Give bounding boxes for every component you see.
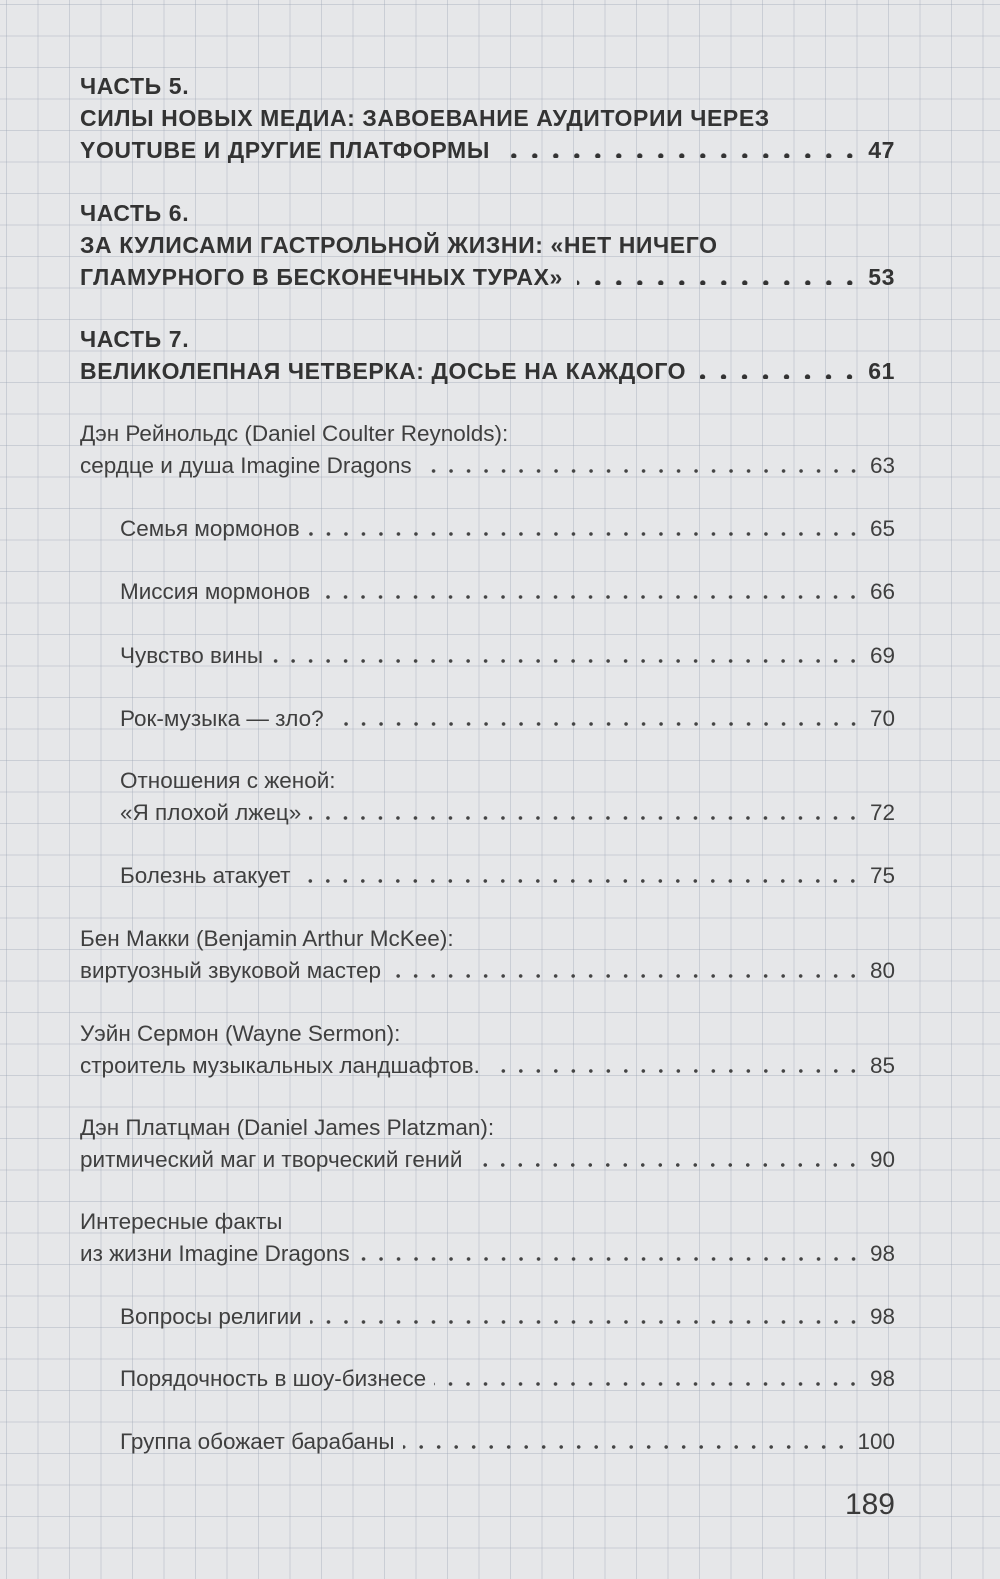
dot-leader: [309, 808, 862, 820]
dot-leader: [318, 587, 862, 599]
part-label: ЧАСТЬ 6.: [80, 200, 190, 226]
toc-subitem-guilt[interactable]: [120, 640, 895, 672]
dot-leader: [271, 651, 862, 663]
page-ref: 69: [869, 643, 895, 668]
dot-leader: [420, 461, 862, 473]
item-title-line: из жизни Imagine Dragons: [80, 1241, 350, 1266]
part-title-line: СИЛЫ НОВЫХ МЕДИА: ЗАВОЕВАНИЕ АУДИТОРИИ ЧЕРЕЗ: [80, 105, 770, 131]
dot-leader: [298, 871, 862, 883]
toc-part-5[interactable]: [80, 70, 895, 166]
toc-item-platzman[interactable]: [80, 1112, 895, 1176]
part-title-line: ГЛАМУРНОГО В БЕСКОНЕЧНЫХ ТУРАХ»: [80, 264, 563, 290]
page-ref: 98: [869, 1304, 895, 1329]
part-label: ЧАСТЬ 7.: [80, 326, 190, 352]
page-ref: 53: [868, 264, 895, 290]
part-label: ЧАСТЬ 5.: [80, 73, 190, 99]
page-ref: 90: [869, 1147, 895, 1172]
item-title-line: Отношения с женой:: [120, 768, 336, 793]
item-title-line: Чувство вины: [120, 643, 264, 668]
part-title-line: ЗА КУЛИСАМИ ГАСТРОЛЬНОЙ ЖИЗНИ: «НЕТ НИЧЕГО: [80, 232, 718, 258]
toc-subitem-mormon-mission[interactable]: [120, 576, 895, 608]
item-title-line: Бен Макки (Benjamin Arthur McKee):: [80, 926, 454, 951]
toc-subitem-illness[interactable]: [120, 860, 895, 892]
item-title-line: Болезнь атакует: [120, 863, 291, 888]
dot-leader: [488, 1061, 862, 1073]
toc-subitem-decency[interactable]: [120, 1363, 895, 1395]
toc-subitem-drums[interactable]: [120, 1426, 895, 1458]
dot-leader: [308, 524, 862, 536]
item-title-line: Дэн Рейнольдс (Daniel Coulter Reynolds):: [80, 421, 509, 446]
item-title-line: Миссия мормонов: [120, 579, 311, 604]
item-title-line: Рок-музыка — зло?: [120, 706, 324, 731]
page-number: 189: [844, 1488, 895, 1521]
item-title-line: Уэйн Сермон (Wayne Sermon):: [80, 1021, 401, 1046]
page-ref: 98: [869, 1241, 895, 1266]
item-title-line: Порядочность в шоу-бизнесе: [120, 1366, 427, 1391]
item-title-line: ритмический маг и творческий гений: [80, 1147, 463, 1172]
toc-item-facts[interactable]: [80, 1206, 895, 1270]
item-title-line: Семья мормонов: [120, 516, 300, 541]
page-ref: 65: [869, 516, 895, 541]
page-ref: 63: [869, 453, 895, 478]
part-title-line: ВЕЛИКОЛЕПНАЯ ЧЕТВЕРКА: ДОСЬЕ НА КАЖДОГО: [80, 358, 687, 384]
dot-leader: [403, 1437, 850, 1449]
dot-leader: [310, 1312, 862, 1324]
item-title-line: сердце и душа Imagine Dragons: [80, 453, 412, 478]
item-title-line: Интересные факты: [80, 1209, 283, 1234]
dot-leader: [434, 1374, 862, 1386]
toc-subitem-mormon-family[interactable]: [120, 513, 895, 545]
item-title-line: виртуозный звуковой мастер: [80, 958, 382, 983]
toc-item-reynolds[interactable]: [80, 418, 895, 482]
toc-part-6[interactable]: [80, 197, 895, 293]
page-ref: 70: [869, 706, 895, 731]
page-ref: 75: [869, 863, 895, 888]
dot-leader: [332, 714, 862, 726]
dot-leader: [700, 367, 860, 379]
toc-subitem-rock-music[interactable]: [120, 703, 895, 735]
page-ref: 47: [868, 137, 895, 163]
item-title-line: строитель музыкальных ландшафтов.: [80, 1053, 480, 1078]
dot-leader: [358, 1249, 862, 1261]
dot-leader: [389, 966, 862, 978]
toc-item-sermon[interactable]: [80, 1018, 895, 1082]
toc-subitem-wife[interactable]: [120, 765, 895, 829]
page-ref: 98: [869, 1366, 895, 1391]
dot-leader: [504, 146, 860, 158]
item-title-line: Дэн Платцман (Daniel James Platzman):: [80, 1115, 495, 1140]
item-title-line: «Я плохой лжец»: [120, 800, 302, 825]
page-ref: 100: [857, 1429, 895, 1454]
item-title-line: Вопросы религии: [120, 1304, 302, 1329]
page-ref: 72: [869, 800, 895, 825]
dot-leader: [470, 1155, 862, 1167]
item-title-line: Группа обожает барабаны: [120, 1429, 395, 1454]
dot-leader: [577, 273, 860, 285]
page-ref: 85: [869, 1053, 895, 1078]
page-ref: 66: [869, 579, 895, 604]
toc-part-7[interactable]: [80, 323, 895, 387]
page-ref: 61: [868, 358, 895, 384]
part-title-line: YOUTUBE И ДРУГИЕ ПЛАТФОРМЫ: [80, 137, 490, 163]
toc-item-mckee[interactable]: [80, 923, 895, 987]
page-ref: 80: [869, 958, 895, 983]
toc-subitem-religion[interactable]: [120, 1301, 895, 1333]
